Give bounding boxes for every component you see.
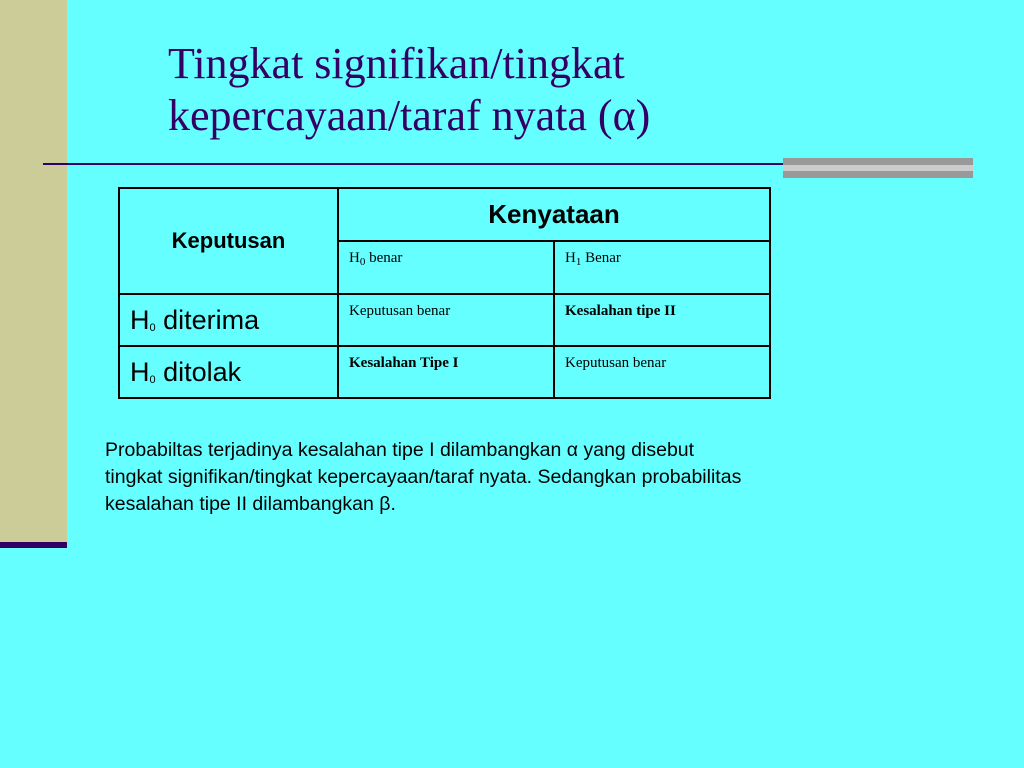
table-row xyxy=(119,294,770,346)
row1-head-main: H xyxy=(130,305,150,335)
row1-head-rest: diterima xyxy=(155,305,260,335)
table-cell: Kesalahan tipe II xyxy=(554,294,770,346)
table-cell: Keputusan benar xyxy=(554,346,770,398)
left-accent-bar xyxy=(0,542,67,548)
row1-head-sub: 0 xyxy=(149,322,156,334)
col1-main: H xyxy=(349,250,360,266)
slide-title-line1: Tingkat signifikan/tingkat xyxy=(168,39,625,88)
decision-table xyxy=(118,187,771,399)
title-underline xyxy=(43,163,783,165)
col1-sub: 0 xyxy=(359,256,366,268)
title-accent-bar-inner xyxy=(783,165,973,171)
row2-head-main: H xyxy=(130,357,150,387)
col2-rest: Benar xyxy=(581,250,621,266)
slide-title-line2: kepercayaan/taraf nyata (α) xyxy=(168,91,651,140)
col2-main: H xyxy=(565,250,576,266)
table-cell: Kesalahan Tipe I xyxy=(338,346,554,398)
keputusan-label: Keputusan xyxy=(171,228,286,253)
row2-head-rest: ditolak xyxy=(155,357,242,387)
explanation-paragraph: Probabiltas terjadinya kesalahan tipe I dilambangkan α yang disebut tingkat signifikan/tingkat kepercayaan/taraf nyata. Sedangkan probabilitas kesalahan tipe II dilambangkan β. xyxy=(105,439,742,515)
row2-head-sub: 0 xyxy=(149,374,156,386)
table-cell: Keputusan benar xyxy=(338,294,554,346)
table-row xyxy=(119,346,770,398)
left-decorative-band xyxy=(0,0,67,545)
col1-rest: benar xyxy=(365,250,403,266)
row-header-h0-ditolak xyxy=(119,346,338,398)
table-group-header xyxy=(338,188,770,241)
column-header-h0-benar xyxy=(338,241,554,294)
column-header-h1-benar xyxy=(554,241,770,294)
slide-title xyxy=(168,38,808,142)
row-header-h0-diterima xyxy=(119,294,338,346)
table-corner-header xyxy=(119,188,338,294)
col2-sub: 1 xyxy=(575,256,582,268)
kenyataan-label: Kenyataan xyxy=(488,199,620,229)
